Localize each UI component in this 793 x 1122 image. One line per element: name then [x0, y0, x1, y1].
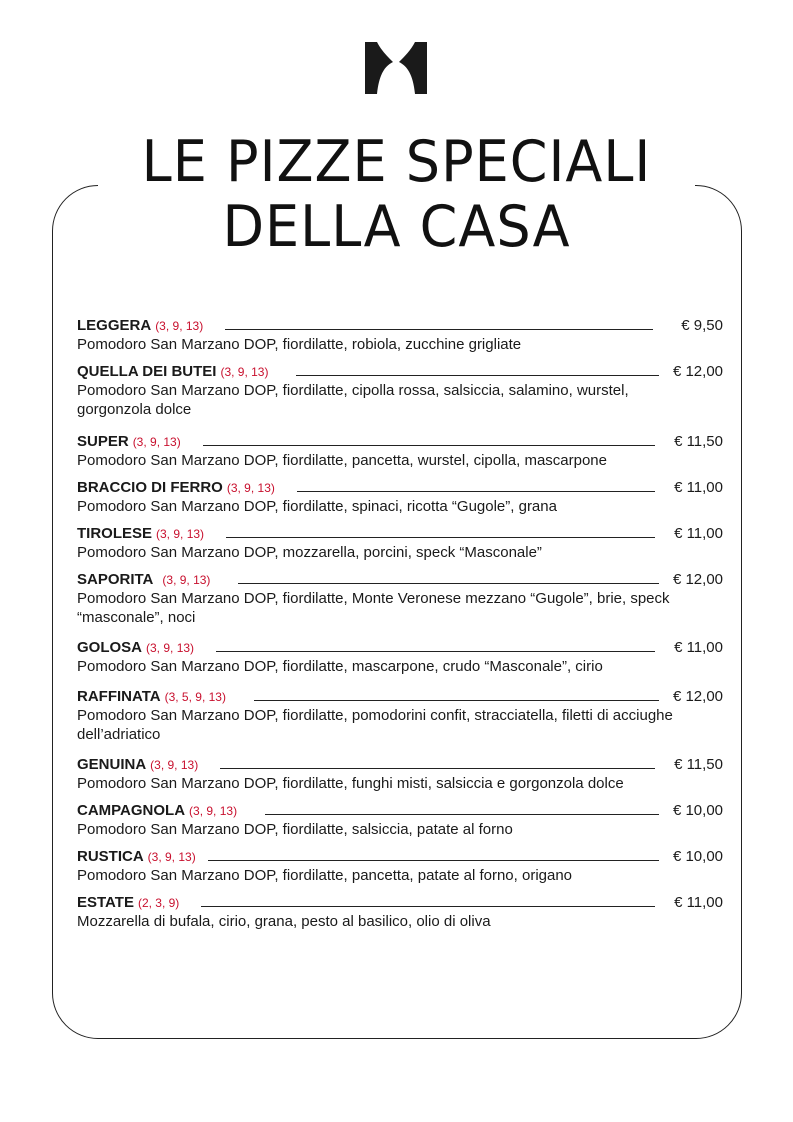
allergen-codes: (3, 9, 13): [132, 435, 181, 449]
menu-item: [77, 688, 723, 744]
menu-item-header: [77, 571, 723, 589]
leader-line: [208, 860, 659, 861]
pizza-name: ESTATE: [77, 894, 134, 911]
pizza-name: TIROLESE: [77, 525, 153, 542]
pizza-name: CAMPAGNOLA: [77, 802, 186, 819]
pizza-description: Pomodoro San Marzano DOP, fiordilatte, robiola, zucchine grigliate: [77, 336, 522, 353]
allergen-codes: (2, 3, 9): [137, 896, 180, 910]
menu-item: [77, 894, 723, 931]
leader-line: [238, 583, 659, 584]
menu-item-header: [77, 639, 723, 657]
allergen-codes: (3, 9, 13): [155, 319, 204, 333]
menu-item: [77, 433, 723, 470]
pizza-description: Pomodoro San Marzano DOP, fiordilatte, pomodorini confit, stracciatella, filetti di acciughe dell’adriatico: [77, 707, 673, 743]
pizza-description: Pomodoro San Marzano DOP, fiordilatte, mascarpone, crudo “Masconale”, cirio: [77, 658, 603, 675]
menu-item-header: [77, 894, 723, 912]
allergen-codes: (3, 9, 13): [156, 527, 205, 541]
menu-item-header: [77, 525, 723, 543]
menu-item: [77, 802, 723, 839]
pizza-description: Pomodoro San Marzano DOP, fiordilatte, pancetta, patate al forno, origano: [77, 867, 573, 884]
pizza-description: Pomodoro San Marzano DOP, fiordilatte, spinaci, ricotta “Gugole”, grana: [77, 498, 557, 515]
menu-item: [77, 363, 723, 419]
allergen-codes: (3, 9, 13): [150, 758, 199, 772]
menu-item: [77, 756, 723, 793]
allergen-codes: (3, 9, 13): [146, 641, 195, 655]
allergen-codes: (3, 9, 13): [162, 573, 211, 587]
price: € 11,00: [674, 639, 723, 656]
price: € 11,00: [674, 525, 723, 542]
pizza-description: Pomodoro San Marzano DOP, fiordilatte, funghi misti, salsiccia e gorgonzola dolce: [77, 775, 624, 792]
menu-item: [77, 571, 723, 627]
leader-line: [254, 700, 659, 701]
price: € 9,50: [681, 317, 723, 334]
price: € 10,00: [672, 802, 723, 819]
price: € 10,00: [672, 848, 723, 865]
menu-item-header: [77, 363, 723, 381]
allergen-codes: (3, 5, 9, 13): [164, 690, 226, 704]
price: € 12,00: [672, 688, 723, 705]
allergen-codes: (3, 9, 13): [147, 850, 196, 864]
leader-line: [220, 768, 655, 769]
menu-item: [77, 639, 723, 676]
pizza-description: Pomodoro San Marzano DOP, fiordilatte, Monte Veronese mezzano “Gugole”, brie, speck “masconale”, noci: [77, 590, 670, 626]
allergen-codes: (3, 9, 13): [189, 804, 238, 818]
pizza-description: Pomodoro San Marzano DOP, fiordilatte, cipolla rossa, salsiccia, salamino, wurstel, gorgonzola dolce: [77, 382, 629, 418]
price: € 11,00: [674, 894, 723, 911]
pizza-name: GOLOSA: [77, 639, 143, 656]
menu-item-header: [77, 479, 723, 497]
leader-line: [265, 814, 659, 815]
menu-item: [77, 525, 723, 562]
leader-line: [297, 491, 655, 492]
pizza-name: SUPER: [77, 433, 129, 450]
page-title-line-1: LE PIZZE SPECIALI: [141, 128, 652, 195]
price: € 11,50: [674, 756, 723, 773]
pizza-name: LEGGERA: [77, 317, 152, 334]
menu-item: [77, 317, 723, 354]
pizza-menu-list: [77, 317, 723, 940]
page-title-line-2: DELLA CASA: [222, 193, 571, 260]
menu-item-header: [77, 317, 723, 335]
pizza-description: Pomodoro San Marzano DOP, fiordilatte, pancetta, wurstel, cipolla, mascarpone: [77, 452, 607, 469]
allergen-codes: (3, 9, 13): [226, 481, 275, 495]
pizza-name: SAPORITA: [77, 571, 154, 588]
leader-line: [216, 651, 655, 652]
leader-line: [226, 537, 655, 538]
price: € 12,00: [672, 571, 723, 588]
price: € 11,00: [674, 479, 723, 496]
restaurant-logo-icon: [363, 42, 429, 94]
pizza-name: QUELLA DEI BUTEI: [77, 363, 217, 380]
menu-item-header: [77, 848, 723, 866]
allergen-codes: (3, 9, 13): [220, 365, 269, 379]
leader-line: [203, 445, 655, 446]
price: € 11,50: [674, 433, 723, 450]
pizza-description: Pomodoro San Marzano DOP, mozzarella, porcini, speck “Masconale”: [77, 544, 542, 561]
menu-item: [77, 479, 723, 516]
pizza-name: BRACCIO DI FERRO: [77, 479, 223, 496]
leader-line: [201, 906, 655, 907]
menu-item: [77, 848, 723, 885]
leader-line: [225, 329, 653, 330]
menu-item-header: [77, 756, 723, 774]
menu-item-header: [77, 433, 723, 451]
price: € 12,00: [672, 363, 723, 380]
menu-item-header: [77, 688, 723, 706]
pizza-description: Pomodoro San Marzano DOP, fiordilatte, salsiccia, patate al forno: [77, 821, 513, 838]
pizza-name: RUSTICA: [77, 848, 144, 865]
pizza-description: Mozzarella di bufala, cirio, grana, pesto al basilico, olio di oliva: [77, 913, 491, 930]
pizza-name: RAFFINATA: [77, 688, 161, 705]
pizza-name: GENUINA: [77, 756, 147, 773]
menu-item-header: [77, 802, 723, 820]
leader-line: [296, 375, 659, 376]
